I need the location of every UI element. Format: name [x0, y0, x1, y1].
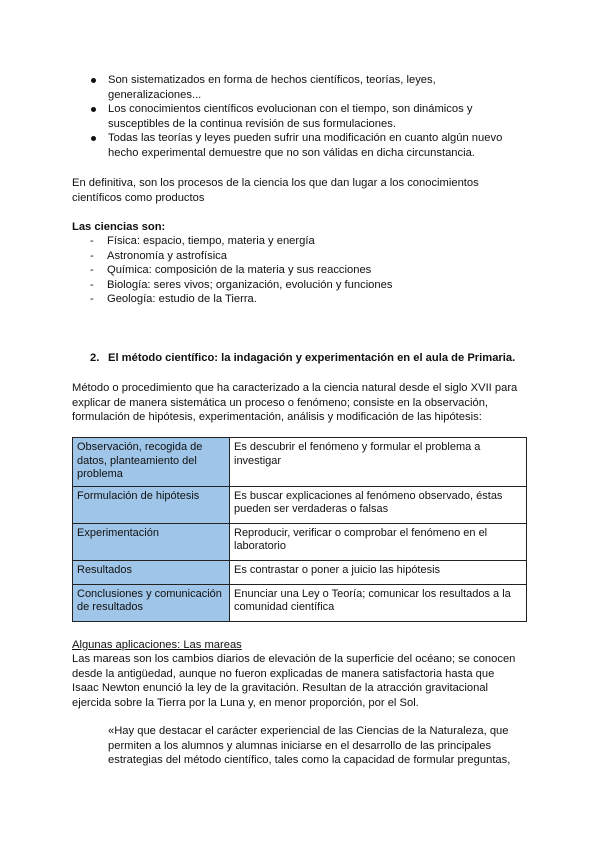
- sciences-list: [88, 234, 508, 307]
- table-row: [73, 523, 527, 560]
- bullet-dot-icon: [91, 107, 96, 112]
- applications-title: Algunas aplicaciones: Las mareas: [72, 639, 242, 651]
- list-item: - Geología: estudio de la Tierra.: [90, 293, 257, 306]
- bullet-dot-icon: [91, 78, 96, 83]
- bullet-dot-icon: [91, 136, 96, 141]
- list-item: - Biología: seres vivos; organización, evolución y funciones: [90, 278, 393, 291]
- table-cell-step: Formulación de hipótesis: [73, 486, 230, 523]
- table-cell-description: Reproducir, verificar o comprobar el fenómeno en el laboratorio: [230, 523, 527, 560]
- paragraph-tides: Las mareas son los cambios diarios de elevación de la superficie del océano; se conocen desde la antigüedad, aunque no fueron explicadas de manera satisfactoria hasta que Isaac Newton enunció la ley de la gravitación. Resultan de la atracción gravitacional ejercida sobre la Tierra por la Luna y, en menor proporción, por el Sol.: [72, 653, 516, 709]
- table-cell-step: Resultados: [73, 560, 230, 584]
- table-row: [73, 486, 527, 523]
- table-row: [73, 584, 527, 621]
- quote-block: «Hay que destacar el carácter experiencial de las Ciencias de la Naturaleza, que permiten a los alumnos y alumnas iniciarse en el desarrollo de las principales estrategias del método científico, tales como la capacidad de formular preguntas,: [108, 725, 511, 767]
- list-item: - Astronomía y astrofísica: [90, 249, 227, 262]
- section-heading: [90, 351, 530, 366]
- section-number: 2.: [90, 352, 100, 364]
- bullet-list: [88, 73, 508, 161]
- table-cell-description: Enunciar una Ley o Teoría; comunicar los resultados a la comunidad científica: [230, 584, 527, 621]
- bullet-item: Son sistematizados en forma de hechos científicos, teorías, leyes, generalizaciones...: [88, 73, 508, 102]
- table-row: [73, 560, 527, 584]
- table-row: [73, 438, 527, 487]
- table-cell-description: Es contrastar o poner a juicio las hipótesis: [230, 560, 527, 584]
- table-cell-step: Observación, recogida de datos, planteamiento del problema: [73, 438, 230, 487]
- list-item: - Química: composición de la materia y sus reacciones: [90, 264, 372, 277]
- table-cell-description: Es buscar explicaciones al fenómeno observado, éstas pueden ser verdaderas o falsas: [230, 486, 527, 523]
- sciences-title: Las ciencias son:: [72, 221, 166, 233]
- bullet-item: Todas las teorías y leyes pueden sufrir una modificación en cuanto algún nuevo hecho experimental demuestre que no son válidas en dicha circunstancia.: [88, 131, 508, 160]
- paragraph-conclusion: En definitiva, son los procesos de la ciencia los que dan lugar a los conocimientos científicos como productos: [72, 177, 479, 204]
- bullet-item: Los conocimientos científicos evolucionan con el tiempo, son dinámicos y susceptibles de la continua revisión de sus formulaciones.: [88, 102, 508, 131]
- method-table: [72, 437, 527, 622]
- section-title: El método científico: la indagación y experimentación en el aula de Primaria.: [108, 352, 516, 364]
- table-cell-step: Experimentación: [73, 523, 230, 560]
- paragraph-method: Método o procedimiento que ha caracterizado a la ciencia natural desde el siglo XVII para explicar de manera sistemática un proceso o fenómeno; consiste en la observación, formulación de hipótesis, experimentación, análisis y modificación de las hipótesis:: [72, 382, 518, 424]
- table-cell-description: Es descubrir el fenómeno y formular el problema a investigar: [230, 438, 527, 487]
- table-cell-step: Conclusiones y comunicación de resultados: [73, 584, 230, 621]
- list-item: - Física: espacio, tiempo, materia y energía: [90, 235, 315, 247]
